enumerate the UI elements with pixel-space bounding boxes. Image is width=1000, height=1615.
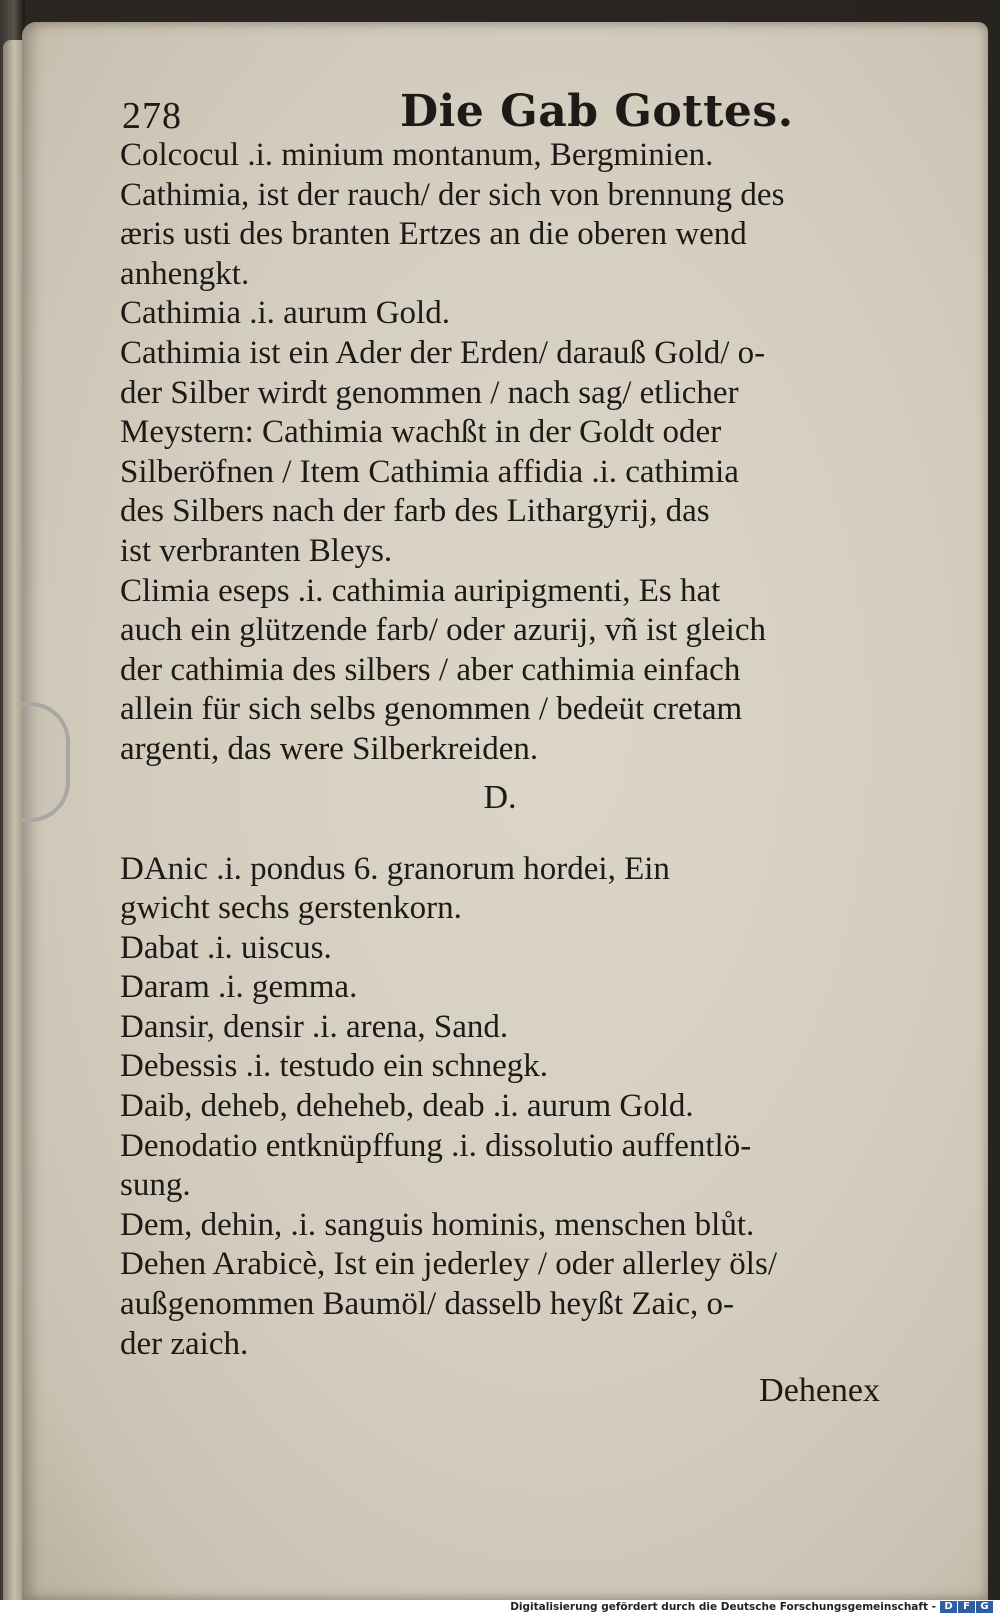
entry-line: Silberöfnen / Item Cathimia affidia .i. cathimia [120,453,739,490]
entry-line: allein für sich selbs genommen / bedeüt cretam [120,691,743,728]
running-head-title: Die Gab Gottes. [400,86,794,137]
catch-word: Dehenex [759,1372,880,1410]
entry-line: Colcocul .i. minium montanum, Bergminien. [120,137,714,173]
glossary-entries-d [120,850,880,1365]
glossary-entry [120,176,880,295]
entry-line: æris usti des branten Ertzes an die oberen wend [120,216,747,253]
entry-line: der cathimia des silbers / aber cathimia einfach [120,651,741,688]
entry-line: argenti, das were Silberkreiden. [120,730,539,767]
entry-line: anhengkt. [120,255,250,292]
glossary-entry [120,1206,880,1246]
glossary-entry [120,968,880,1008]
glossary-entry [120,1127,880,1206]
dfg-logo [940,1601,994,1613]
dfg-logo-letter: F [958,1601,975,1613]
glossary-entry [120,1008,880,1048]
entry-line: sung. [120,1167,191,1204]
glossary-entry [120,929,880,969]
glossary-entry [120,334,880,572]
entry-line: der zaich. [120,1325,249,1362]
entry-line: Daib, deheb, deheheb, deab .i. aurum Gold. [120,1088,694,1125]
entry-line: Cathimia .i. aurum Gold. [120,295,450,332]
glossary-entry [120,1087,880,1127]
entry-line: Cathimia, ist der rauch/ der sich von brennung des [120,176,785,213]
dfg-logo-letter: G [976,1601,993,1613]
section-heading-d: D. [483,778,517,816]
entry-line: Dabat .i. uiscus. [120,929,332,966]
entry-line: des Silbers nach der farb des Lithargyrij, das [120,493,710,530]
dfg-logo-letter: D [940,1601,957,1613]
glossary-entry [120,1245,880,1364]
entry-line: Climia eseps .i. cathimia auripigmenti, Es hat [120,572,721,609]
book-page [22,22,988,1600]
entry-line: Debessis .i. testudo ein schnegk. [120,1048,549,1085]
entry-line: Dem, dehin, .i. sanguis hominis, menschen blůt. [120,1206,755,1243]
glossary-entries-c [120,136,880,770]
entry-line: ist verbranten Bleys. [120,532,393,569]
page-number: 278 [122,95,182,137]
entry-line: Daram .i. gemma. [120,969,358,1006]
entry-line: Meystern: Cathimia wachßt in der Goldt oder [120,414,722,451]
entry-line: der Silber wirdt genommen / nach sag/ etlicher [120,374,739,411]
entry-line: Dehen Arabicè, Ist ein jederley / oder allerley öls/ [120,1246,777,1283]
entry-line: Denodatio entknüpffung .i. dissolutio auffentlö- [120,1127,752,1164]
glossary-entry [120,850,880,929]
entry-line: auch ein glützende farb/ oder azurij, vñ ist gleich [120,612,766,649]
funding-credit: Digitalisierung gefördert durch die Deutsche Forschungsgemeinschaft - [510,1601,936,1613]
page-content [120,70,880,1410]
entry-line: DAnic .i. pondus 6. granorum hordei, Ein [120,850,670,887]
running-head [120,70,880,136]
glossary-entry [120,1047,880,1087]
entry-line: Cathimia ist ein Ader der Erden/ darauß Gold/ o- [120,334,766,371]
glossary-entry [120,294,880,334]
entry-line: außgenommen Baumöl/ dasselb heyßt Zaic, o- [120,1286,735,1323]
entry-line: Dansir, densir .i. arena, Sand. [120,1008,509,1045]
glossary-entry [120,136,880,176]
entry-line: gwicht sechs gerstenkorn. [120,890,462,927]
paper-clip [22,702,70,822]
glossary-entry [120,572,880,770]
